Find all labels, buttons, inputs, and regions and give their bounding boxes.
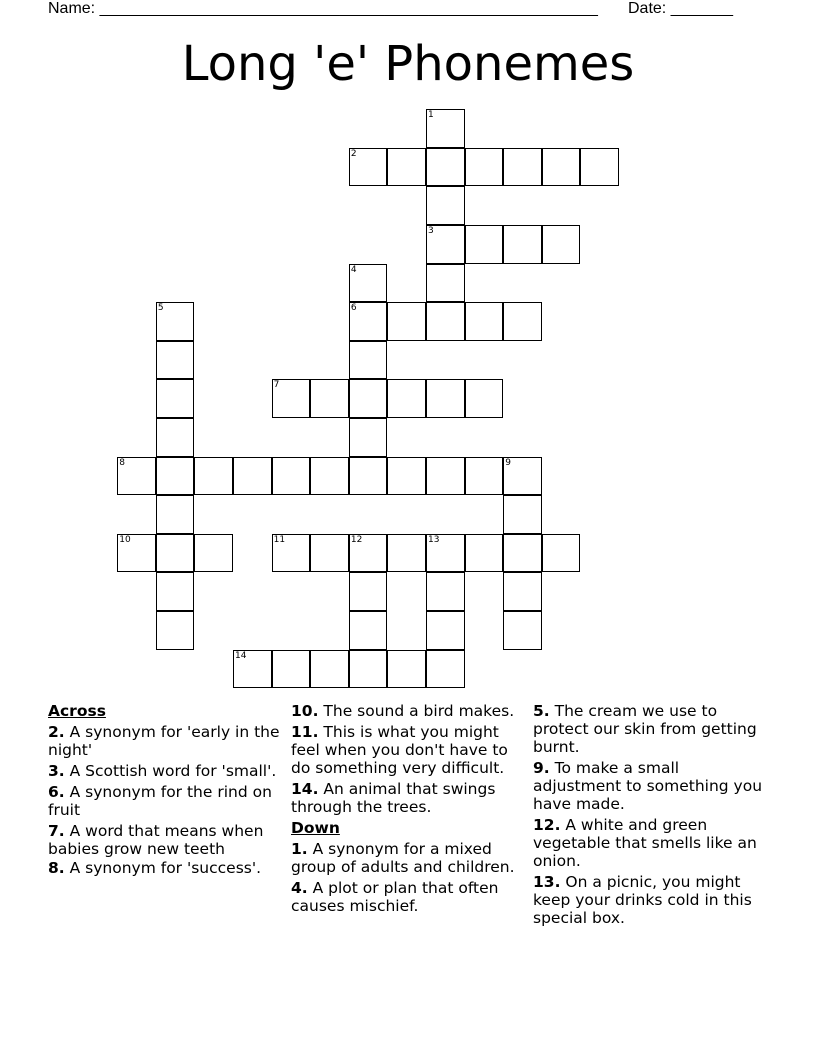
crossword-cell[interactable] [310, 457, 349, 496]
crossword-cell[interactable] [387, 148, 426, 187]
clue-down-13: 13. On a picnic, you might keep your drinks cold in this special box. [533, 873, 752, 927]
crossword-cell[interactable] [503, 534, 542, 573]
clue-number: 12 [350, 534, 363, 545]
crossword-cell[interactable] [503, 457, 542, 496]
crossword-cell[interactable] [465, 225, 504, 264]
crossword-cell[interactable] [117, 534, 156, 573]
clue-down-9: 9. To make a small adjustment to something you have made. [533, 759, 763, 813]
clue-down-12: 12. A white and green vegetable that smells like an onion. [533, 816, 757, 870]
crossword-cell[interactable] [426, 302, 465, 341]
crossword-cell[interactable] [426, 109, 465, 148]
crossword-cell[interactable] [156, 611, 195, 650]
crossword-cell[interactable] [117, 457, 156, 496]
crossword-cell[interactable] [465, 379, 504, 418]
clue-across-10: 10. The sound a bird makes. [291, 702, 515, 720]
crossword-cell[interactable] [349, 148, 388, 187]
crossword-cell[interactable] [156, 495, 195, 534]
clue-number: 11 [273, 534, 286, 545]
clue-across-8: 8. A synonym for 'success'. [48, 859, 262, 877]
crossword-cell[interactable] [465, 302, 504, 341]
crossword-cell[interactable] [233, 650, 272, 689]
clue-down-4: 4. A plot or plan that often causes mischief. [291, 879, 499, 915]
crossword-cell[interactable] [426, 650, 465, 689]
clue-number: 2 [350, 148, 357, 159]
crossword-cell[interactable] [426, 148, 465, 187]
crossword-cell[interactable] [426, 534, 465, 573]
clue-across-2: 2. A synonym for 'early in the night' [48, 723, 280, 759]
crossword-cell[interactable] [349, 534, 388, 573]
crossword-cell[interactable] [465, 534, 504, 573]
crossword-cell[interactable] [349, 457, 388, 496]
crossword-cell[interactable] [387, 379, 426, 418]
crossword-cell[interactable] [272, 379, 311, 418]
clue-number: 14 [235, 650, 247, 661]
crossword-cell[interactable] [156, 534, 195, 573]
crossword-cell[interactable] [387, 650, 426, 689]
crossword-cell[interactable] [387, 457, 426, 496]
crossword-cell[interactable] [465, 457, 504, 496]
crossword-cell[interactable] [310, 379, 349, 418]
clue-across-6: 6. A synonym for the rind on fruit [48, 783, 272, 819]
crossword-cell[interactable] [465, 148, 504, 187]
crossword-cell[interactable] [426, 611, 465, 650]
clue-across-11: 11. This is what you might feel when you don't have to do something very difficult. [291, 723, 508, 777]
down-heading: Down [291, 819, 340, 837]
clue-number: 7 [273, 380, 280, 391]
crossword-cell[interactable] [156, 379, 195, 418]
crossword-cell[interactable] [387, 302, 426, 341]
crossword-cell[interactable] [503, 495, 542, 534]
crossword-cell[interactable] [542, 148, 581, 187]
crossword-cell[interactable] [426, 457, 465, 496]
across-clues-column [48, 702, 286, 880]
crossword-cell[interactable] [349, 650, 388, 689]
crossword-cell[interactable] [349, 611, 388, 650]
clue-number: 6 [350, 303, 357, 314]
crossword-cell[interactable] [156, 341, 195, 380]
page-title: Long 'e' Phonemes [181, 36, 635, 92]
crossword-cell[interactable] [503, 148, 542, 187]
crossword-cell[interactable] [156, 418, 195, 457]
crossword-cell[interactable] [233, 457, 272, 496]
clue-number: 8 [119, 457, 125, 468]
name-field[interactable]: Name: ________________________________________________________ [48, 0, 598, 17]
crossword-cell[interactable] [310, 534, 349, 573]
crossword-cell[interactable] [503, 611, 542, 650]
crossword-cell[interactable] [426, 572, 465, 611]
crossword-cell[interactable] [349, 302, 388, 341]
crossword-cell[interactable] [272, 534, 311, 573]
clue-number: 1 [428, 110, 434, 121]
clue-number: 5 [157, 303, 164, 314]
clue-down-5: 5. The cream we use to protect our skin from getting burnt. [533, 702, 757, 756]
clue-number: 13 [428, 534, 440, 545]
crossword-cell[interactable] [503, 302, 542, 341]
clue-down-1: 1. A synonym for a mixed group of adults and children. [291, 840, 515, 876]
crossword-cell[interactable] [426, 264, 465, 303]
crossword-cell[interactable] [272, 457, 311, 496]
clue-number: 10 [119, 534, 131, 545]
crossword-cell[interactable] [542, 225, 581, 264]
mixed-clues-column [291, 702, 527, 918]
crossword-cell[interactable] [349, 379, 388, 418]
clue-number: 4 [350, 264, 357, 275]
crossword-cell[interactable] [349, 418, 388, 457]
clue-across-3: 3. A Scottish word for 'small'. [48, 762, 277, 780]
down-clues-column [533, 702, 769, 930]
crossword-cell[interactable] [426, 379, 465, 418]
crossword-cell[interactable] [194, 534, 233, 573]
crossword-cell[interactable] [503, 225, 542, 264]
crossword-cell[interactable] [349, 264, 388, 303]
crossword-cell[interactable] [310, 650, 349, 689]
crossword-cell[interactable] [503, 572, 542, 611]
clue-across-14: 14. An animal that swings through the trees. [291, 780, 496, 816]
crossword-cell[interactable] [542, 534, 581, 573]
crossword-cell[interactable] [156, 302, 195, 341]
crossword-cell[interactable] [426, 225, 465, 264]
crossword-cell[interactable] [156, 457, 195, 496]
crossword-cell[interactable] [349, 572, 388, 611]
crossword-cell[interactable] [194, 457, 233, 496]
across-heading: Across [48, 702, 106, 720]
crossword-cell[interactable] [387, 534, 426, 573]
clue-number: 9 [505, 457, 511, 468]
date-field[interactable]: Date: _______ [628, 0, 733, 17]
crossword-cell[interactable] [426, 186, 465, 225]
crossword-cell[interactable] [272, 650, 311, 689]
clue-across-7: 7. A word that means when babies grow new teeth [48, 822, 264, 858]
crossword-cell[interactable] [349, 341, 388, 380]
clue-number: 3 [428, 226, 434, 237]
crossword-cell[interactable] [580, 148, 619, 187]
crossword-cell[interactable] [156, 572, 195, 611]
